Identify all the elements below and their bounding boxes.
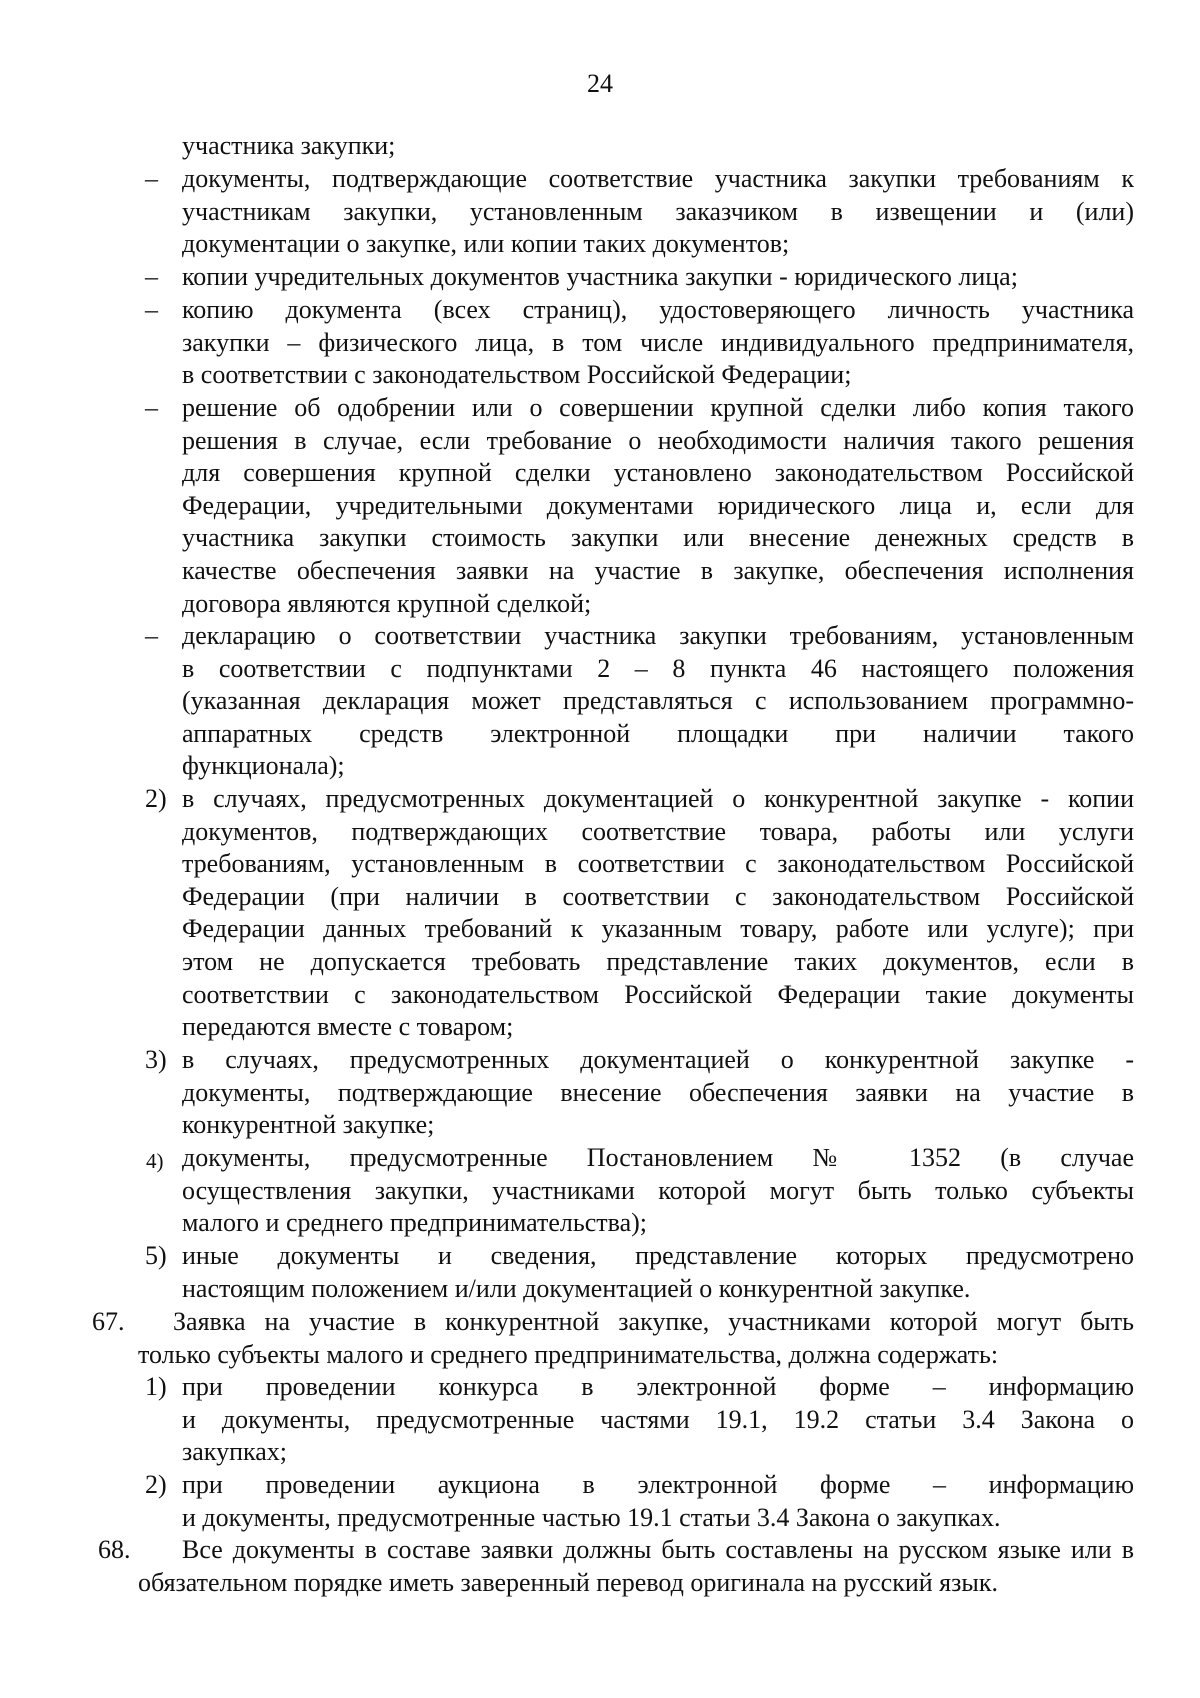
list-marker: 4) — [146, 1149, 164, 1173]
text-line: участникам закупки, установленным заказчиком в извещении и (или) — [182, 196, 1134, 226]
text-line: при проведении конкурса в электронной форме – информацию — [182, 1372, 1134, 1401]
text-line: копию документа (всех страниц), удостоверяющего личность участника — [182, 295, 1134, 324]
list-item — [145, 261, 1134, 294]
list-marker: 3) — [145, 1045, 167, 1074]
text-line: документы, предусмотренные Постановлением № 1352 (в случае — [182, 1143, 1134, 1172]
list-item — [145, 1469, 1134, 1534]
text-line: решение об одобрении или о совершении крупной сделки либо копия такого — [182, 393, 1134, 422]
list-marker: – — [145, 262, 158, 291]
text-line: аппаратных средств электронной площадки при наличии такого — [182, 718, 1134, 748]
list-marker: 2) — [145, 1470, 167, 1499]
list-marker: 1) — [145, 1372, 167, 1401]
text-line: декларацию о соответствии участника закупки требованиям, установленным — [182, 621, 1134, 650]
text-line: участника закупки стоимость закупки или внесение денежных средств в — [182, 523, 1134, 553]
text-line: договора являются крупной сделкой; — [182, 588, 592, 618]
text-line: закупки – физического лица, в том числе индивидуального предпринимателя, — [182, 327, 1134, 357]
list-marker: – — [145, 621, 158, 650]
list-marker: 5) — [145, 1241, 167, 1270]
text-line: соответствии с законодательством Российской Федерации такие документы — [182, 979, 1134, 1009]
text-line: иные документы и сведения, представление которых предусмотрено — [182, 1241, 1134, 1270]
text-line: малого и среднего предпринимательства); — [182, 1208, 648, 1238]
list-item — [145, 163, 1134, 261]
text-line: в случаях, предусмотренных документацией о конкурентной закупке - — [182, 1045, 1134, 1074]
list-item — [146, 1142, 1134, 1240]
text-line: Федерации (при наличии в соответствии с законодательством Российской — [182, 881, 1134, 911]
text-line: при проведении аукциона в электронной форме – информацию — [182, 1470, 1134, 1499]
text-line: Заявка на участие в конкурентной закупке, участниками которой могут быть — [173, 1307, 1134, 1336]
list-marker: 2) — [145, 784, 167, 813]
text-line: (указанная декларация может представляться с использованием программно- — [182, 686, 1134, 716]
text-line: этом не допускается требовать представление таких документов, если в — [182, 946, 1134, 976]
list-item — [145, 294, 1134, 392]
text-line: документы, подтверждающие соответствие участника закупки требованиям к — [182, 164, 1134, 193]
text-line: участника закупки; — [182, 131, 396, 160]
list-item — [145, 620, 1134, 783]
page-number: 24 — [587, 69, 613, 98]
text-line: качестве обеспечения заявки на участие в закупке, обеспечения исполнения — [182, 555, 1134, 585]
list-marker: – — [145, 393, 158, 422]
list-item — [92, 1306, 1134, 1371]
list-marker: 68. — [98, 1535, 131, 1564]
list-marker: – — [145, 295, 158, 324]
text-line: в соответствии с законодательством Российской Федерации; — [182, 360, 852, 390]
list-item — [182, 130, 1134, 163]
text-line: и документы, предусмотренные частью 19.1 статьи 3.4 Закона о закупках. — [182, 1502, 1001, 1532]
text-line: настоящим положением и/или документацией о конкурентной закупке. — [182, 1273, 971, 1303]
text-line: требованиям, установленным в соответствии с законодательством Российской — [182, 849, 1134, 879]
text-line: Федерации, учредительными документами юридического лица и, если для — [182, 490, 1134, 520]
list-item — [145, 1240, 1134, 1305]
list-item — [145, 783, 1134, 1044]
text-line: и документы, предусмотренные частями 19.1, 19.2 статьи 3.4 Закона о — [182, 1404, 1134, 1434]
list-item — [145, 1044, 1134, 1142]
text-line: Федерации данных требований к указанным товару, работе или услуге); при — [182, 914, 1134, 944]
text-line: Все документы в составе заявки должны быть составлены на русском языке или в — [182, 1535, 1134, 1564]
text-line: документы, подтверждающие внесение обеспечения заявки на участие в — [182, 1077, 1134, 1107]
text-line: в случаях, предусмотренных документацией о конкурентной закупке - копии — [182, 784, 1134, 813]
text-line: решения в случае, если требование о необходимости наличия такого решения — [182, 425, 1134, 455]
text-line: в соответствии с подпунктами 2 – 8 пункта 46 настоящего положения — [182, 653, 1134, 683]
list-item — [145, 392, 1134, 620]
text-line: копии учредительных документов участника закупки - юридического лица; — [182, 262, 1018, 291]
list-item — [98, 1534, 1134, 1599]
list-marker: 67. — [92, 1307, 125, 1336]
list-marker: – — [145, 164, 158, 193]
text-line: только субъекты малого и среднего предпринимательства, должна содержать: — [138, 1339, 999, 1369]
text-line: документации о закупке, или копии таких документов; — [182, 229, 790, 259]
text-line: документов, подтверждающих соответствие товара, работы или услуги — [182, 816, 1134, 846]
text-line: передаются вместе с товаром; — [182, 1012, 514, 1042]
list-item — [145, 1371, 1134, 1469]
text-line: для совершения крупной сделки установлено законодательством Российской — [182, 458, 1134, 488]
text-line: функционала); — [182, 751, 345, 781]
text-line: конкурентной закупке; — [182, 1110, 435, 1140]
text-line: осуществления закупки, участниками которой могут быть только субъекты — [182, 1175, 1134, 1205]
text-line: закупках; — [182, 1437, 287, 1467]
text-line: обязательном порядке иметь заверенный перевод оригинала на русский язык. — [138, 1567, 999, 1597]
